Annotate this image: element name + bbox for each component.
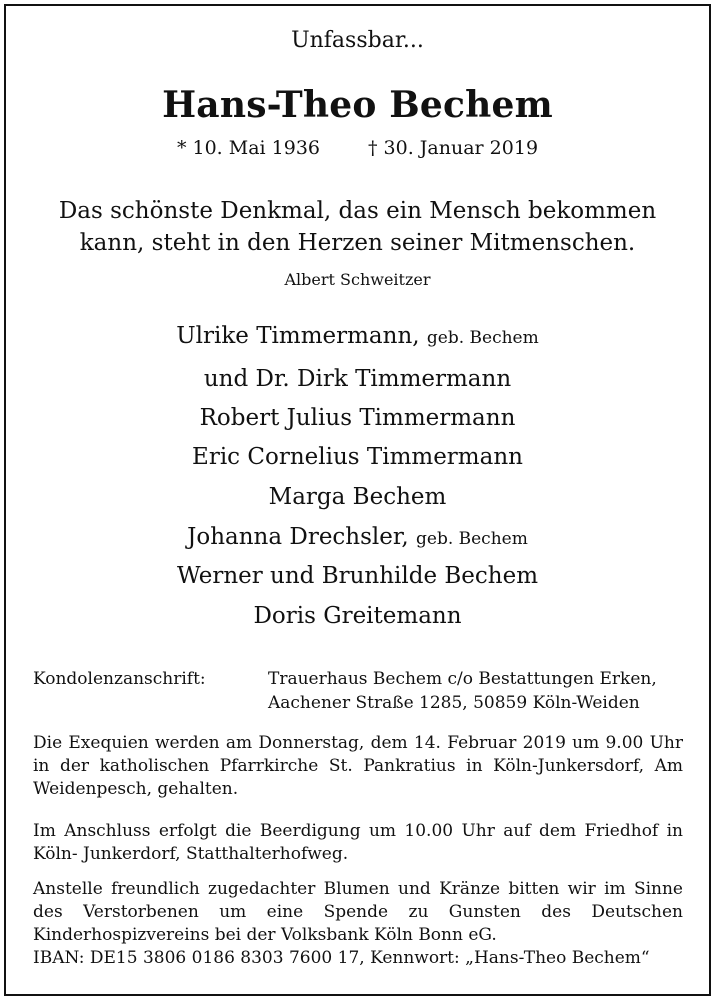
mourner-line [0,484,715,510]
death-date: † 30. Januar 2019 [368,137,539,159]
mourner-name: Marga Bechem [268,484,447,510]
deceased-name: Hans-Theo Bechem [162,84,553,126]
condolence-line: Aachener Straße 1285, 50859 Köln-Weiden [268,693,640,713]
quote-line: kann, steht in den Herzen seiner Mitmenschen. [79,230,636,256]
mourner-line [0,524,715,552]
mourner-name: und Dr. Dirk Timmermann [203,366,512,392]
quote-author: Albert Schweitzer [284,270,431,289]
condolence-line: Trauerhaus Bechem c/o Bestattungen Erken, [268,669,657,689]
condolence-label: Kondolenzanschrift: [33,669,206,689]
mourner-note: geb. Bechem [416,529,528,549]
mourner-note: geb. Bechem [426,328,539,348]
birth-date: * 10. Mai 1936 [176,137,321,159]
quote-line: Das schönste Denkmal, das ein Mensch bekommen [58,198,657,224]
burial-paragraph: Im Anschluss erfolgt die Beerdigung um 10.00 Uhr auf dem Friedhof in Köln- Junkerdorf, Statthalterhofweg. [33,821,683,864]
mourner-line [0,405,715,431]
mourner-line [0,323,715,351]
mourner-name: Eric Cornelius Timmermann [192,444,523,470]
intro-text: Unfassbar... [291,28,424,53]
donation-paragraph [33,878,683,970]
mourner-line [0,603,715,629]
iban-text: IBAN: DE15 3806 0186 8303 7600 17, Kennwort: „Hans-Theo Bechem“ [33,948,650,968]
mourner-name: Doris Greitemann [253,603,462,629]
memorial-quote [0,195,715,259]
mourner-line [0,366,715,392]
mourner-line [0,563,715,589]
life-dates [0,137,715,159]
mourner-name: Johanna Drechsler, [187,524,409,550]
mourner-name: Robert Julius Timmermann [199,405,516,431]
mourner-name: Werner und Brunhilde Bechem [176,563,539,589]
exequien-paragraph: Die Exequien werden am Donnerstag, dem 14. Februar 2019 um 9.00 Uhr in der katholischen Pfarrkirche St. Pankratius in Köln-Junkersdorf, Am Weidenpesch, gehalten. [33,733,683,799]
condolence-address [268,667,657,715]
mourner-name: Ulrike Timmermann, [176,323,420,349]
mourner-line [0,444,715,470]
donation-text: Anstelle freundlich zugedachter Blumen und Kränze bitten wir im Sinne des Verstorbenen um eine Spende zu Gunsten des Deutschen Kinderhospizvereins bei der Volksbank Köln Bonn eG. [33,879,683,945]
